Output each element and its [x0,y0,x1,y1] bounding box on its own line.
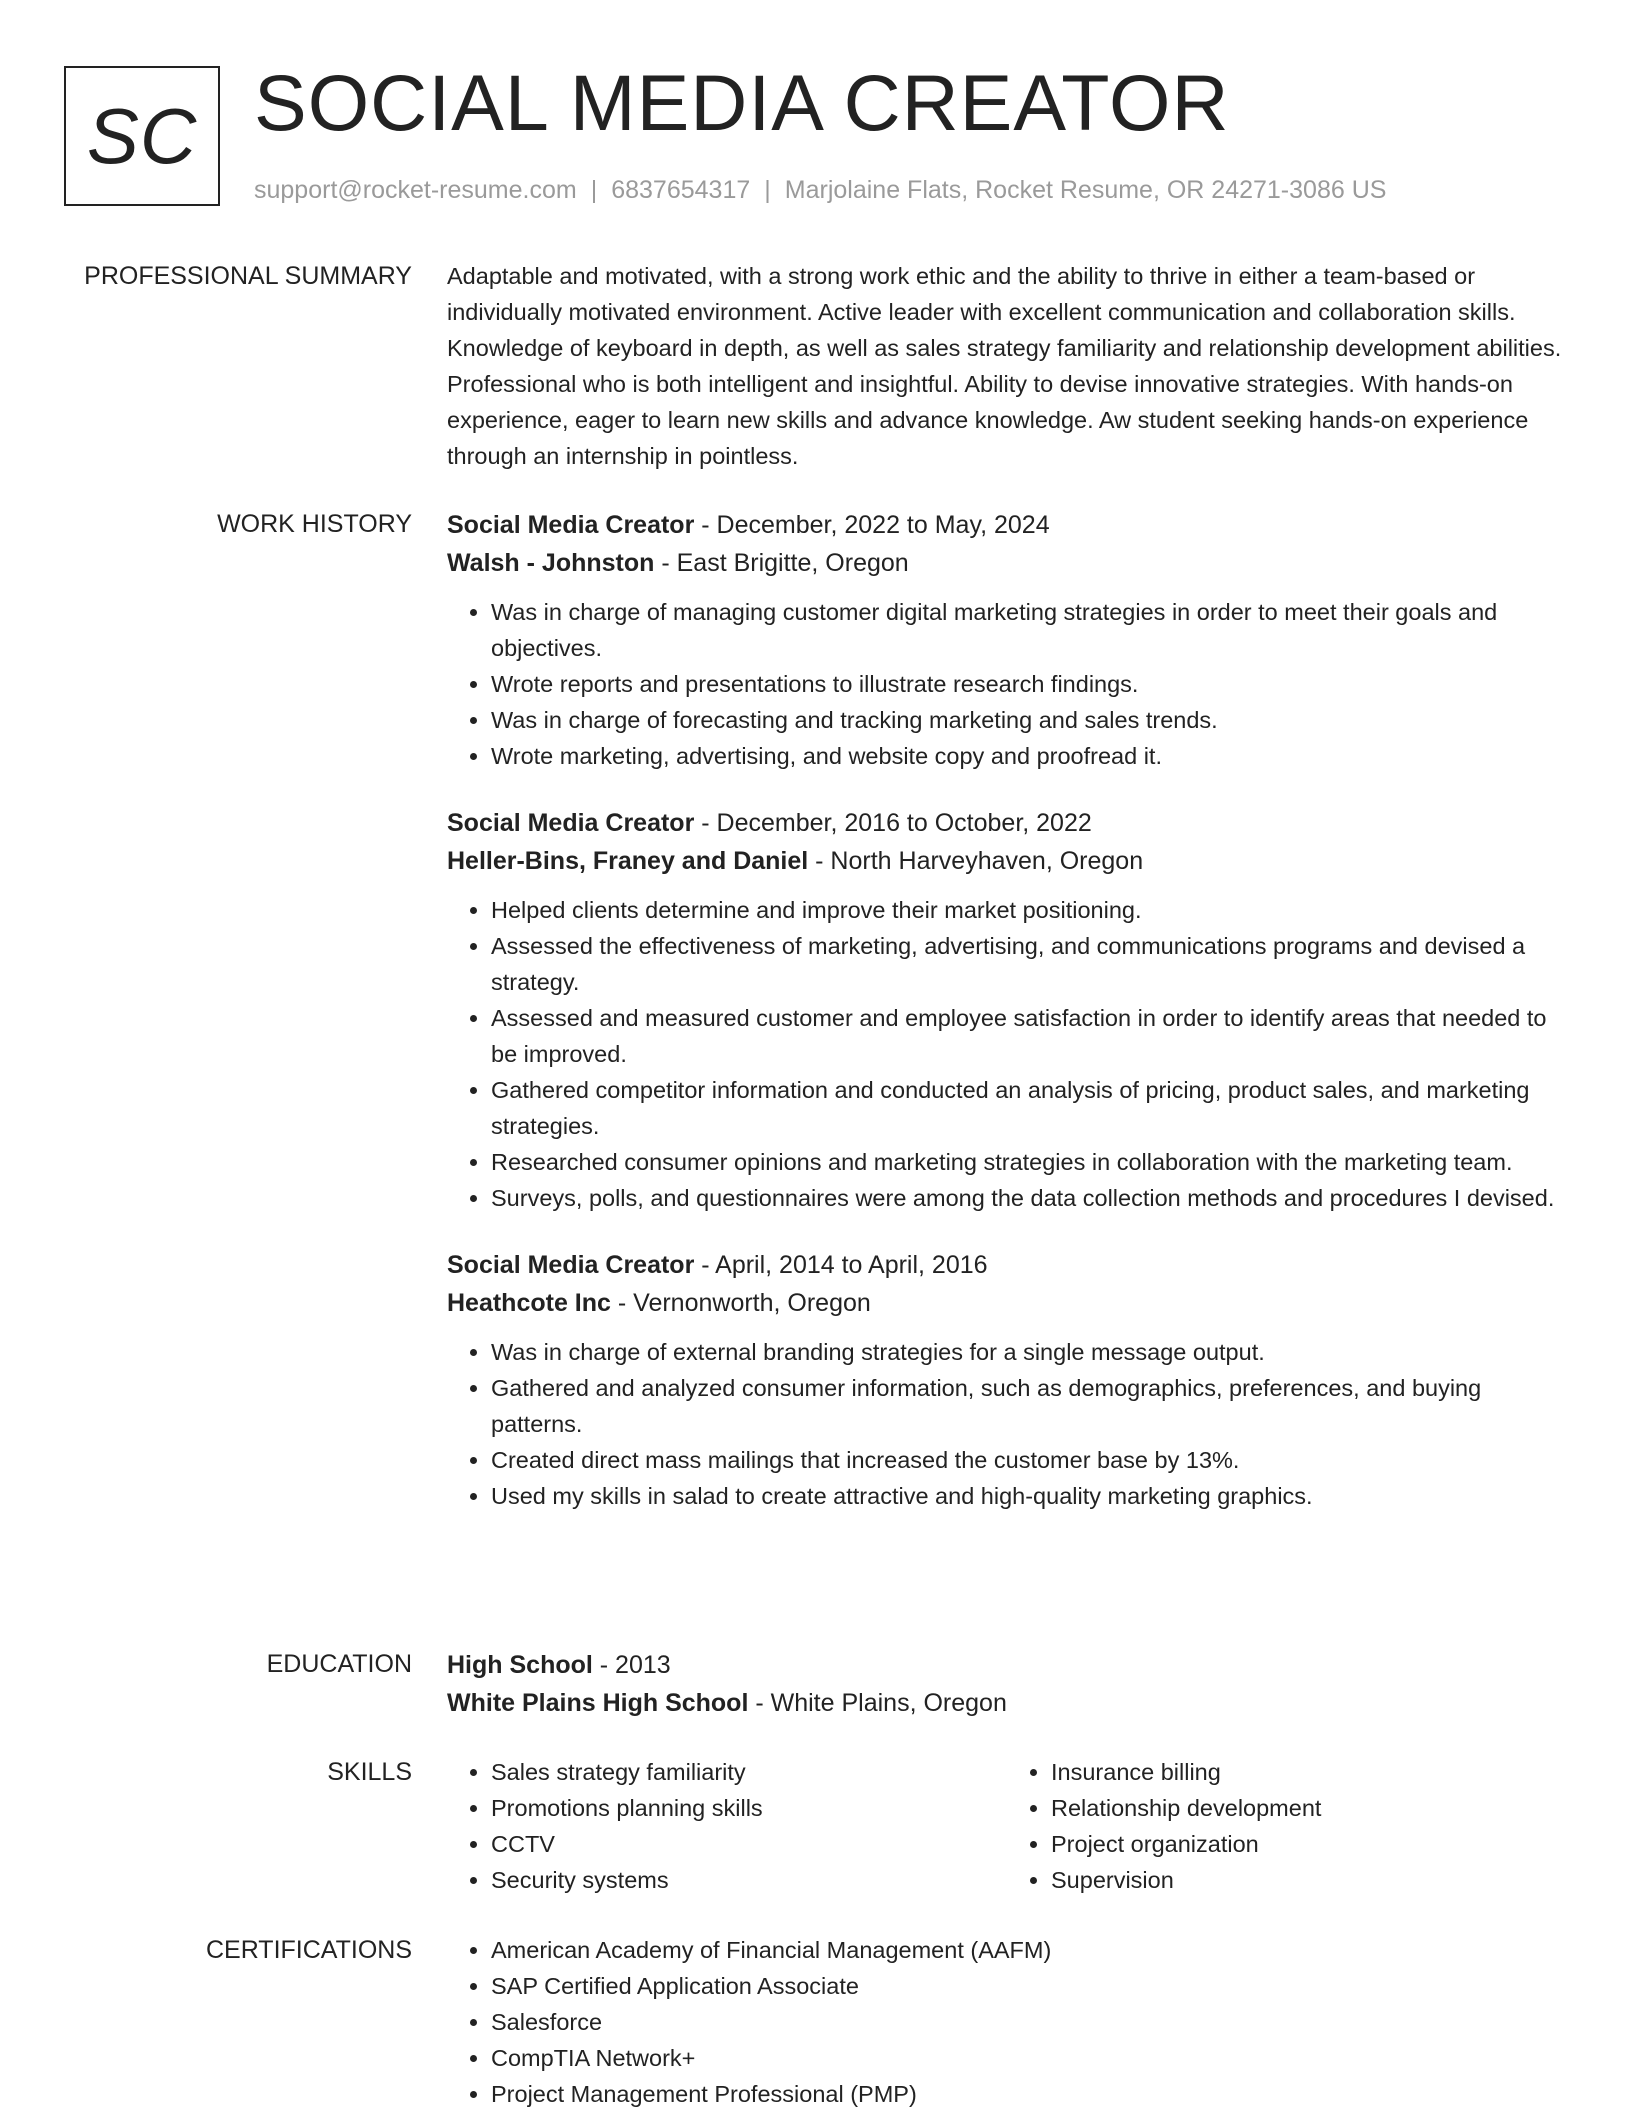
skill-item: • Project organization [1051,1826,1567,1862]
certification-item: • Project Management Professional (PMP) [491,2076,1567,2112]
skill-item: • Sales strategy familiarity [491,1754,1007,1790]
job-bullet: • Assessed the effectiveness of marketing, advertising, and communications programs and devised a strategy. [491,928,1567,1000]
education-body [447,1646,1567,1722]
certifications-list [447,1932,1567,2112]
education-degree-line [447,1646,1567,1684]
job-bullet: • Wrote marketing, advertising, and website copy and proofread it. [491,738,1567,774]
skills-list-left [447,1754,1007,1898]
contact-email[interactable]: support@rocket-resume.com [254,176,577,204]
skill-item: • Promotions planning skills [491,1790,1007,1826]
summary-text: Adaptable and motivated, with a strong work ethic and the ability to thrive in either a team-based or individually motivated environment. Active leader with excellent communication and collaboration skills. Knowledge of keyboard in depth, as well as sales strategy familiarity and relationship development abilities. Professional who is both intelligent and insightful. Ability to devise innovative strategies. With hands-on experience, eager to learn new skills and advance knowledge. Aw student seeking hands-on experience through an internship in pointless. [447,263,1562,469]
job-bullet: • Used my skills in salad to create attractive and high-quality marketing graphics. [491,1478,1567,1514]
job-dates: - December, 2022 to May, 2024 [694,511,1050,539]
job-bullet: • Wrote reports and presentations to illustrate research findings. [491,666,1567,702]
work-history-label: WORK HISTORY [217,510,412,538]
summary-label: PROFESSIONAL SUMMARY [84,262,412,290]
skill-item: • Security systems [491,1862,1007,1898]
education-school: White Plains High School [447,1689,749,1717]
job-title: Social Media Creator [447,511,695,539]
employer-name: Heller-Bins, Franey and Daniel [447,847,809,875]
certification-item: • American Academy of Financial Management (AAFM) [491,1932,1567,1968]
employer-name: Heathcote Inc [447,1289,611,1317]
job-bullet: • Helped clients determine and improve their market positioning. [491,892,1567,928]
job-entry [447,506,1567,774]
contact-separator: | [764,176,771,204]
skills-body [447,1754,1567,1898]
employer-location: - North Harveyhaven, Oregon [808,847,1144,875]
employer-line [447,544,1567,582]
job-title-line [447,506,1567,544]
certification-item: • SAP Certified Application Associate [491,1968,1567,2004]
contact-phone[interactable]: 6837654317 [611,176,751,204]
employer-location: - East Brigitte, Oregon [654,549,909,577]
certification-item: • Salesforce [491,2004,1567,2040]
skills-list-right [1007,1754,1567,1898]
job-bullet: • Was in charge of managing customer digital marketing strategies in order to meet their goals and objectives. [491,594,1567,666]
summary-body [447,258,1567,474]
certification-item: • CompTIA Network+ [491,2040,1567,2076]
skills-columns [447,1754,1567,1898]
job-dates: - December, 2016 to October, 2022 [694,809,1092,837]
job-bullet: • Gathered competitor information and conducted an analysis of pricing, product sales, and marketing strategies. [491,1072,1567,1144]
education-degree: High School [447,1651,593,1679]
contact-address: Marjolaine Flats, Rocket Resume, OR 24271-3086 US [784,176,1387,204]
education-year: - 2013 [592,1651,671,1679]
employer-line [447,1284,1567,1322]
certifications-body [447,1932,1567,2112]
job-title: Social Media Creator [447,809,695,837]
job-bullet: • Was in charge of forecasting and tracking marketing and sales trends. [491,702,1567,738]
job-bullet: • Researched consumer opinions and marketing strategies in collaboration with the marketing team. [491,1144,1567,1180]
skills-label: SKILLS [327,1758,412,1786]
job-entry [447,1246,1567,1514]
job-dates: - April, 2014 to April, 2016 [694,1251,988,1279]
job-bullet-list [447,892,1567,1216]
certifications-label: CERTIFICATIONS [205,1936,412,1964]
skill-item: • Supervision [1051,1862,1567,1898]
employer-line [447,842,1567,880]
employer-location: - Vernonworth, Oregon [610,1289,871,1317]
job-bullet-list [447,1334,1567,1514]
skill-item: • CCTV [491,1826,1007,1862]
job-title-line [447,804,1567,842]
education-location: - White Plains, Oregon [748,1689,1007,1717]
employer-name: Walsh - Johnston [447,549,655,577]
job-title-line [447,1246,1567,1284]
education-label: EDUCATION [266,1650,412,1678]
education-school-line [447,1684,1567,1722]
job-bullet: • Assessed and measured customer and employee satisfaction in order to identify areas that needed to be improved. [491,1000,1567,1072]
work-history-body [447,506,1567,1544]
job-entry [447,804,1567,1216]
skill-item: • Insurance billing [1051,1754,1567,1790]
job-bullet: • Gathered and analyzed consumer information, such as demographics, preferences, and buying patterns. [491,1370,1567,1442]
job-bullet-list [447,594,1567,774]
job-bullet: • Was in charge of external branding strategies for a single message output. [491,1334,1567,1370]
contact-separator: | [590,176,598,204]
contact-line [254,174,1386,206]
skill-item: • Relationship development [1051,1790,1567,1826]
resume-name-heading: SOCIAL MEDIA CREATOR [254,58,1230,147]
job-bullet: • Surveys, polls, and questionnaires were among the data collection methods and procedures I devised. [491,1180,1567,1216]
job-title: Social Media Creator [447,1251,695,1279]
monogram-logo: SC [64,66,220,206]
job-bullet: • Created direct mass mailings that increased the customer base by 13%. [491,1442,1567,1478]
